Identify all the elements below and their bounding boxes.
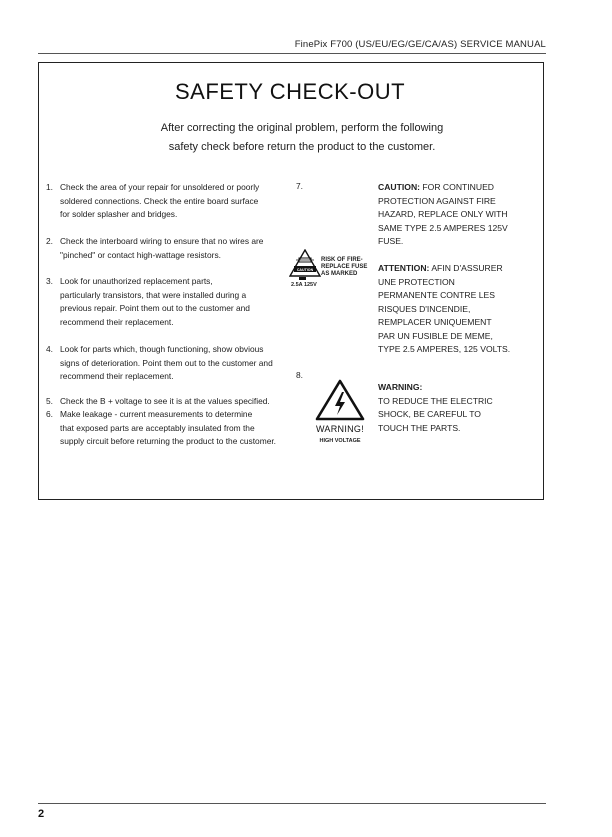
item-8-number: 8. bbox=[296, 370, 303, 380]
checklist-item-line: that exposed parts are acceptably insulated from the bbox=[60, 422, 255, 433]
checklist-item-line: for solder splasher and bridges. bbox=[60, 209, 178, 219]
page-title: SAFETY CHECK-OUT bbox=[174, 79, 406, 104]
fuse-side-text-2: REPLACE FUSE bbox=[321, 264, 368, 270]
fuse-caution-symbol bbox=[289, 249, 379, 291]
checklist-item-line: recommend their replacement. bbox=[60, 371, 174, 381]
checklist-item-line: Look for parts which, though functioning, show obvious bbox=[60, 344, 264, 354]
warning-symbol-label: WARNING! bbox=[315, 424, 365, 434]
checklist-item-line: "pinched" or contact high-wattage resistors. bbox=[60, 249, 221, 260]
checklist-item-line: Check the interboard wiring to ensure that no wires are bbox=[60, 236, 264, 246]
attention-line: TYPE 2.5 AMPERES, 125 VOLTS. bbox=[378, 344, 511, 354]
header-rule bbox=[38, 53, 546, 54]
high-voltage-warning-icon bbox=[308, 378, 372, 422]
attention-line: RISQUES D'INCENDIE, bbox=[378, 303, 471, 314]
caution-line: HAZARD, REPLACE ONLY WITH bbox=[378, 209, 508, 219]
caution-heading: CAUTION: bbox=[378, 182, 421, 192]
page-number: 2 bbox=[38, 808, 45, 820]
attention-line: PAR UN FUSIBLE DE MEME, bbox=[378, 330, 493, 341]
caution-line: SAME TYPE 2.5 AMPERES 125V bbox=[378, 222, 508, 233]
attention-line: UNE PROTECTION bbox=[378, 276, 455, 287]
fuse-side-text-3: AS MARKED bbox=[321, 271, 358, 277]
warning-line: TO REDUCE THE ELECTRIC bbox=[378, 395, 493, 406]
checklist-item-line: Check the B + voltage to see it is at the values specified. bbox=[60, 396, 270, 406]
warning-heading: WARNING: bbox=[378, 382, 423, 392]
warning-line: SHOCK, BE CAREFUL TO bbox=[378, 409, 481, 419]
caution-line: FUSE. bbox=[378, 236, 404, 246]
caution-line: FOR CONTINUED bbox=[422, 182, 495, 192]
checklist-item-number: 5. bbox=[46, 396, 53, 406]
fuse-rating-caption: 2.5A 125V bbox=[291, 282, 317, 288]
item-8-warning-text bbox=[378, 381, 538, 435]
checklist-item-line: signs of deterioration. Point them out to the customer and bbox=[60, 357, 273, 368]
footer-rule bbox=[38, 803, 546, 804]
checklist-item-line: previous repair. Point them out to the customer and bbox=[60, 303, 250, 313]
attention-line: REMPLACER UNIQUEMENT bbox=[378, 317, 492, 327]
checklist-item-line: particularly transistors, that were installed during a bbox=[60, 289, 247, 300]
attention-line: PERMANENTE CONTRE LES bbox=[378, 290, 495, 300]
header-manual-title: FinePix F700 (US/EU/EG/GE/CA/AS) SERVICE MANUAL bbox=[294, 39, 546, 50]
intro-text-line-2: safety check before return the product to the customer. bbox=[168, 141, 436, 153]
fuse-caution-triangle-icon bbox=[289, 249, 321, 282]
checklist-item-number: 4. bbox=[46, 344, 53, 354]
checklist-item-number: 6. bbox=[46, 409, 53, 419]
checklist-item-line: Check the area of your repair for unsoldered or poorly bbox=[60, 182, 260, 192]
fuse-side-text-1: RISK OF FIRE- bbox=[321, 257, 363, 263]
item-7-number: 7. bbox=[296, 181, 303, 191]
checklist-item-line: soldered connections. Check the entire board surface bbox=[60, 195, 259, 206]
checklist-item-line: supply circuit before returning the product to the customer. bbox=[60, 436, 277, 446]
checklist-item-line: Look for unauthorized replacement parts, bbox=[60, 276, 213, 286]
high-voltage-warning-symbol bbox=[308, 378, 372, 446]
checklist-item-line: Make leakage - current measurements to determine bbox=[60, 409, 253, 419]
attention-heading: ATTENTION: bbox=[378, 263, 430, 273]
checklist-item-line: recommend their replacement. bbox=[60, 316, 174, 327]
fuse-caution-badge-text: CAUTION bbox=[296, 268, 314, 272]
warning-symbol-sublabel: HIGH VOLTAGE bbox=[319, 438, 361, 444]
checklist-item-number: 1. bbox=[46, 182, 53, 192]
item-7-attention-text bbox=[378, 262, 538, 357]
intro-text-line-1: After correcting the original problem, perform the following bbox=[160, 122, 444, 134]
warning-line: TOUCH THE PARTS. bbox=[378, 422, 461, 433]
checklist-item-number: 2. bbox=[46, 236, 53, 246]
attention-line: AFIN D'ASSURER bbox=[431, 263, 503, 273]
caution-line: PROTECTION AGAINST FIRE bbox=[378, 195, 496, 206]
checklist-item-number: 3. bbox=[46, 276, 53, 286]
item-7-caution-text bbox=[378, 181, 538, 249]
